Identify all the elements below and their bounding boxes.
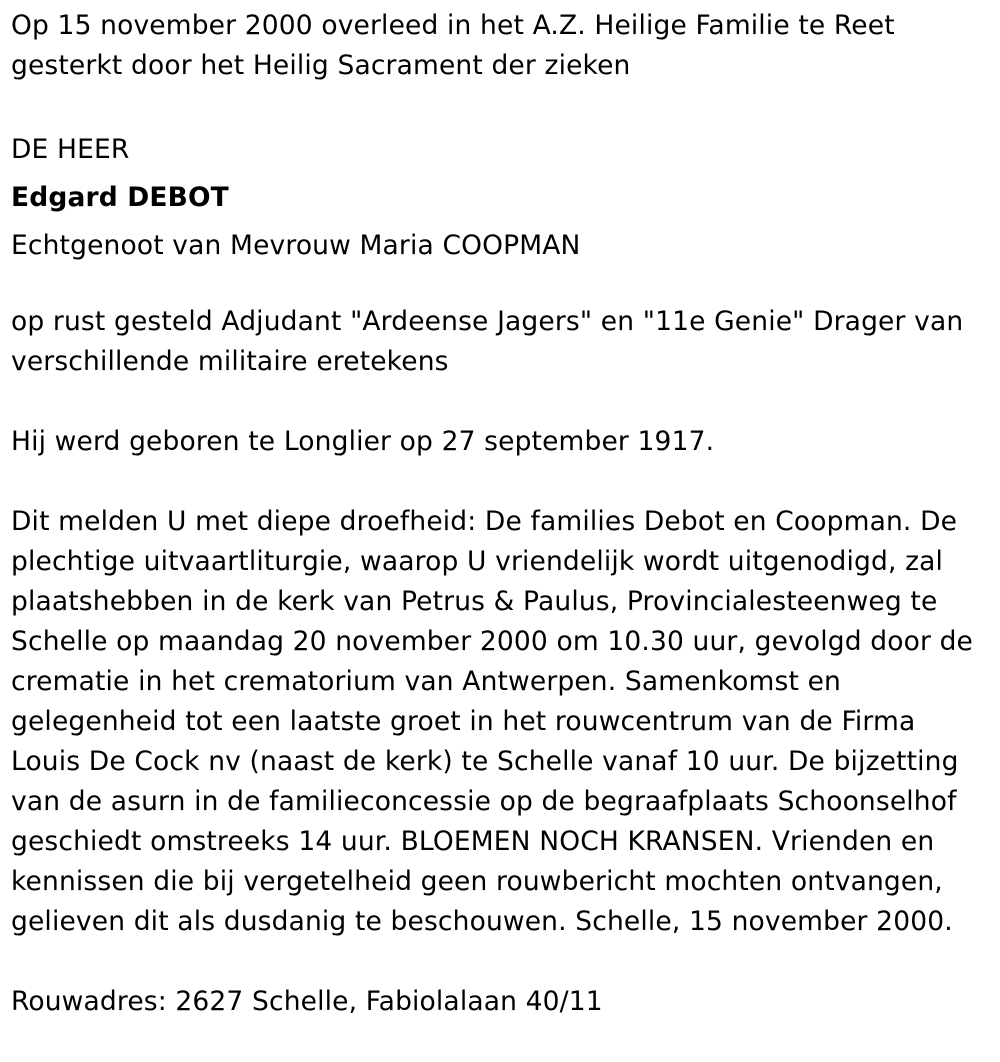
career-line-1: op rust gesteld Adjudant "Ardeense Jagers" en "11e Genie" Drager van <box>11 306 964 337</box>
announcement-line: plaatshebben in de kerk van Petrus & Paulus, Provincialesteenweg te <box>11 586 938 617</box>
announcement-line: Schelle op maandag 20 november 2000 om 10.30 uur, gevolgd door de <box>11 626 974 657</box>
intro-line-1: Op 15 november 2000 overleed in het A.Z. Heilige Familie te Reet <box>11 10 895 41</box>
announcement-line: crematie in het crematorium van Antwerpen. Samenkomst en <box>11 666 841 697</box>
announcement-line: kennissen die bij vergetelheid geen rouwbericht mochten ontvangen, <box>11 866 943 897</box>
announcement-paragraph <box>11 502 991 942</box>
person-block <box>11 126 991 270</box>
announcement-line: gelegenheid tot een laatste groet in het rouwcentrum van de Firma <box>11 706 916 737</box>
intro-paragraph <box>11 6 991 86</box>
mourning-address: Rouwadres: 2627 Schelle, Fabiolalaan 40/11 <box>11 986 603 1017</box>
announcement-line: Louis De Cock nv (naast de kerk) te Schelle vanaf 10 uur. De bijzetting <box>11 746 959 777</box>
career-line-2: verschillende militaire eretekens <box>11 346 449 377</box>
announcement-line: Dit melden U met diepe droefheid: De families Debot en Coopman. De <box>11 506 958 537</box>
announcement-line: van de asurn in de familieconcessie op de begraafplaats Schoonselhof <box>11 786 957 817</box>
person-spouse: Echtgenoot van Mevrouw Maria COOPMAN <box>11 230 581 261</box>
person-name: Edgard DEBOT <box>11 182 229 213</box>
career-paragraph <box>11 302 991 382</box>
announcement-line: geschiedt omstreeks 14 uur. BLOEMEN NOCH KRANSEN. Vrienden en <box>11 826 935 857</box>
birth-line-1: Hij werd geboren te Longlier op 27 september 1917. <box>11 426 715 457</box>
death-notice-document <box>11 6 991 1062</box>
announcement-line: gelieven dit als dusdanig te beschouwen. Schelle, 15 november 2000. <box>11 906 953 937</box>
birth-paragraph <box>11 422 991 462</box>
intro-line-2: gesterkt door het Heilig Sacrament der zieken <box>11 50 631 81</box>
address-paragraph <box>11 982 991 1022</box>
person-title: DE HEER <box>11 134 130 165</box>
announcement-line: plechtige uitvaartliturgie, waarop U vriendelijk wordt uitgenodigd, zal <box>11 546 944 577</box>
